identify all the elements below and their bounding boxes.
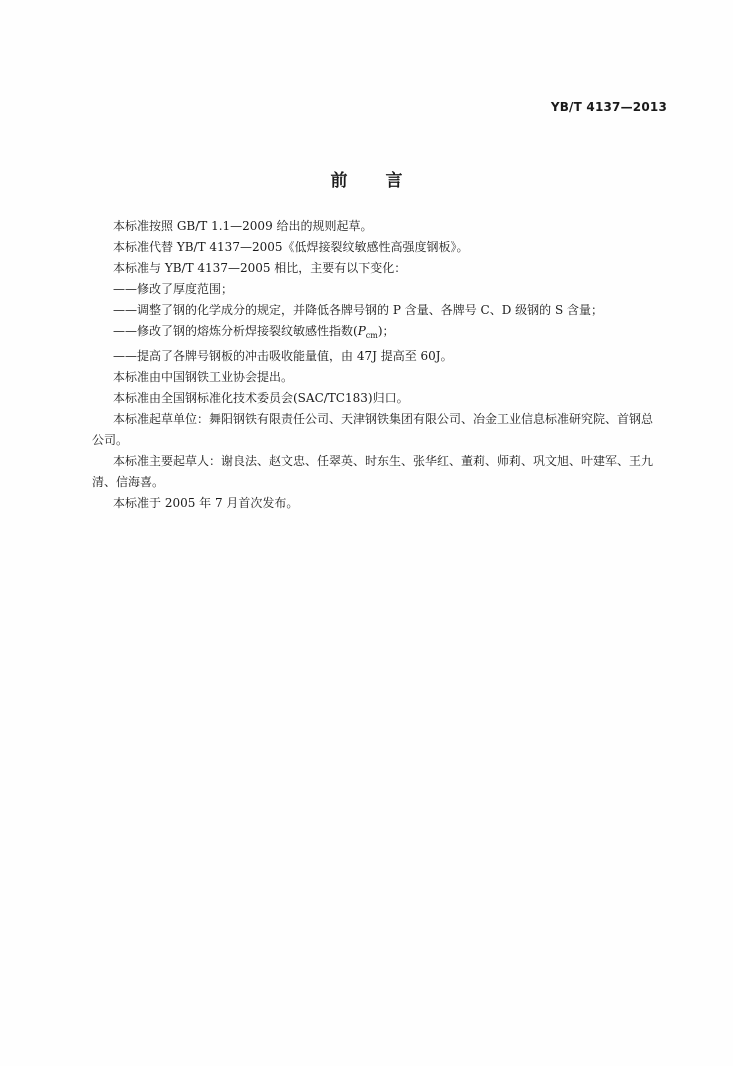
- change-item-pcm: [92, 321, 662, 346]
- pcm-subscript: cm: [365, 331, 378, 340]
- change-item-pcm-text: ——修改了钢的熔炼分析焊接裂纹敏感性指数(: [113, 324, 358, 338]
- page-title: 前言: [330, 171, 441, 191]
- paragraph-proposed-by: 本标准由中国钢铁工业协会提出。: [113, 370, 294, 384]
- change-item-thickness: ——修改了厚度范围；: [113, 282, 234, 296]
- paragraph-first-release: 本标准于 2005 年 7 月首次发布。: [113, 496, 299, 510]
- foreword-body: [92, 216, 662, 514]
- pcm-symbol: P: [357, 324, 366, 338]
- pcm-suffix: )；: [377, 324, 395, 338]
- paragraph-changes-intro: 本标准与 YB/T 4137—2005 相比，主要有以下变化：: [113, 261, 407, 275]
- paragraph-drafters: 本标准主要起草人：谢良法、赵文忠、任翠英、时东生、张华红、董莉、师莉、巩文旭、叶建军、王九清、信海喜。: [92, 454, 654, 489]
- paragraph-replaces: 本标准代替 YB/T 4137—2005《低焊接裂纹敏感性高强度钢板》。: [113, 240, 469, 254]
- change-item-chemistry: ——调整了钢的化学成分的规定，并降低各牌号钢的 P 含量、各牌号 C、D 级钢的 S 含量；: [113, 303, 603, 317]
- standard-code: YB/T 4137—2013: [550, 100, 667, 114]
- change-item-impact: ——提高了各牌号钢板的冲击吸收能量值，由 47J 提高至 60J。: [113, 349, 453, 363]
- paragraph-drafting-units: 本标准起草单位：舞阳钢铁有限责任公司、天津钢铁集团有限公司、冶金工业信息标准研究院、首钢总公司。: [92, 412, 654, 447]
- paragraph-drafting-rules: 本标准按照 GB/T 1.1—2009 给出的规则起草。: [113, 219, 373, 233]
- paragraph-technical-committee: 本标准由全国钢标准化技术委员会(SAC/TC183)归口。: [113, 391, 409, 405]
